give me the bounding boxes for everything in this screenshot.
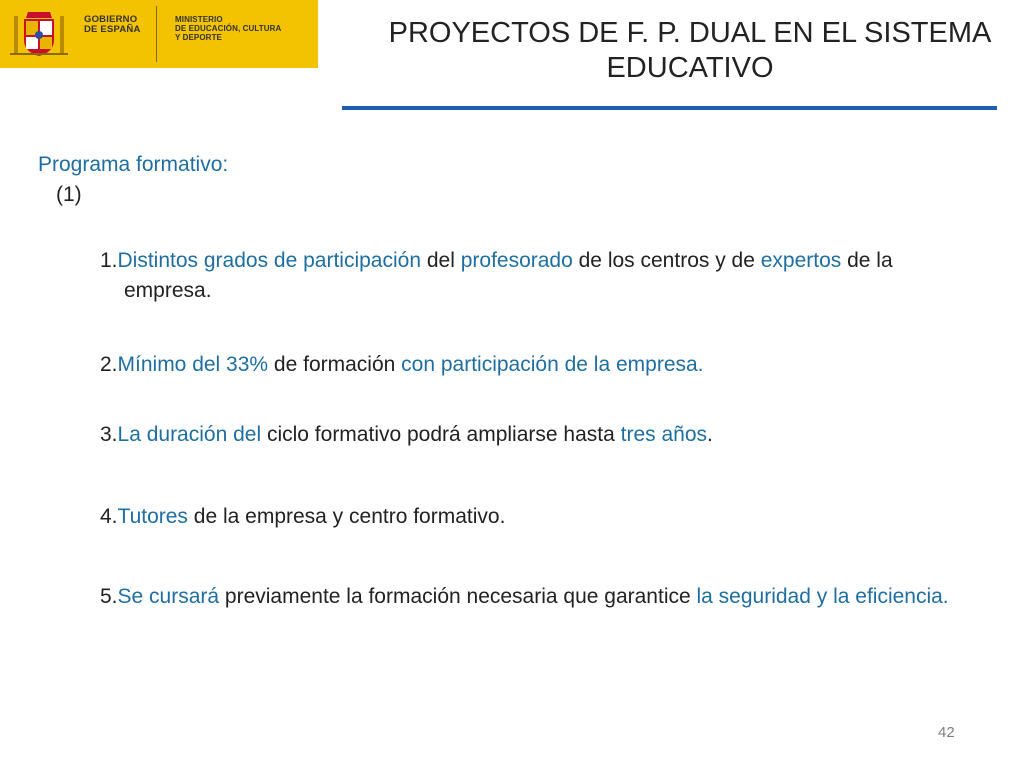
list-item-text: . <box>707 423 713 446</box>
highlighted-text: Distintos grados de participación <box>117 249 422 272</box>
list-item-text: ciclo formativo podrá ampliarse hasta <box>261 423 621 446</box>
list-item-number: 5. <box>100 585 118 608</box>
list-item <box>100 502 980 532</box>
list-item <box>100 420 980 450</box>
list-item-number: 3. <box>100 423 118 446</box>
list-item-text: de la empresa. <box>124 249 893 302</box>
list-item-text: de los centros y de <box>572 249 761 272</box>
list-item-text: del <box>421 249 461 272</box>
list-item-text: de la empresa y centro formativo. <box>187 505 506 528</box>
highlighted-text: La duración del <box>117 423 262 446</box>
requirements-list <box>100 246 980 612</box>
list-item-text: de formación <box>268 353 402 376</box>
highlighted-text: Tutores <box>117 505 188 528</box>
list-item <box>100 582 980 612</box>
highlighted-text: tres años <box>620 423 708 446</box>
ministry-label: MINISTERIO DE EDUCACIÓN, CULTURA Y DEPORTE <box>175 15 282 42</box>
logo-divider <box>156 6 157 62</box>
ministry-logo <box>0 0 318 68</box>
list-item-number: 2. <box>100 353 118 376</box>
government-label: GOBIERNO DE ESPAÑA <box>84 14 141 35</box>
highlighted-text: la seguridad y la eficiencia. <box>696 585 949 608</box>
highlighted-text: Se cursará <box>117 585 220 608</box>
page-number: 42 <box>938 724 955 741</box>
section-heading <box>38 150 228 210</box>
slide-title: PROYECTOS DE F. P. DUAL EN EL SISTEMA EDUCATIVO <box>388 17 992 84</box>
highlighted-text: Mínimo del 33% <box>117 353 269 376</box>
list-item-text: previamente la formación necesaria que garantice <box>219 585 697 608</box>
list-item-number: 4. <box>100 505 118 528</box>
title-underline <box>342 106 997 110</box>
list-item <box>100 246 980 306</box>
coat-of-arms-icon <box>8 6 70 62</box>
highlighted-text: profesorado <box>460 249 573 272</box>
highlighted-text: con participación de la empresa. <box>401 353 704 376</box>
section-heading-label: Programa formativo: <box>38 153 229 176</box>
section-heading-number: (1) <box>56 183 82 206</box>
highlighted-text: expertos <box>760 249 842 272</box>
list-item-number: 1. <box>100 249 118 272</box>
list-item <box>100 350 980 380</box>
